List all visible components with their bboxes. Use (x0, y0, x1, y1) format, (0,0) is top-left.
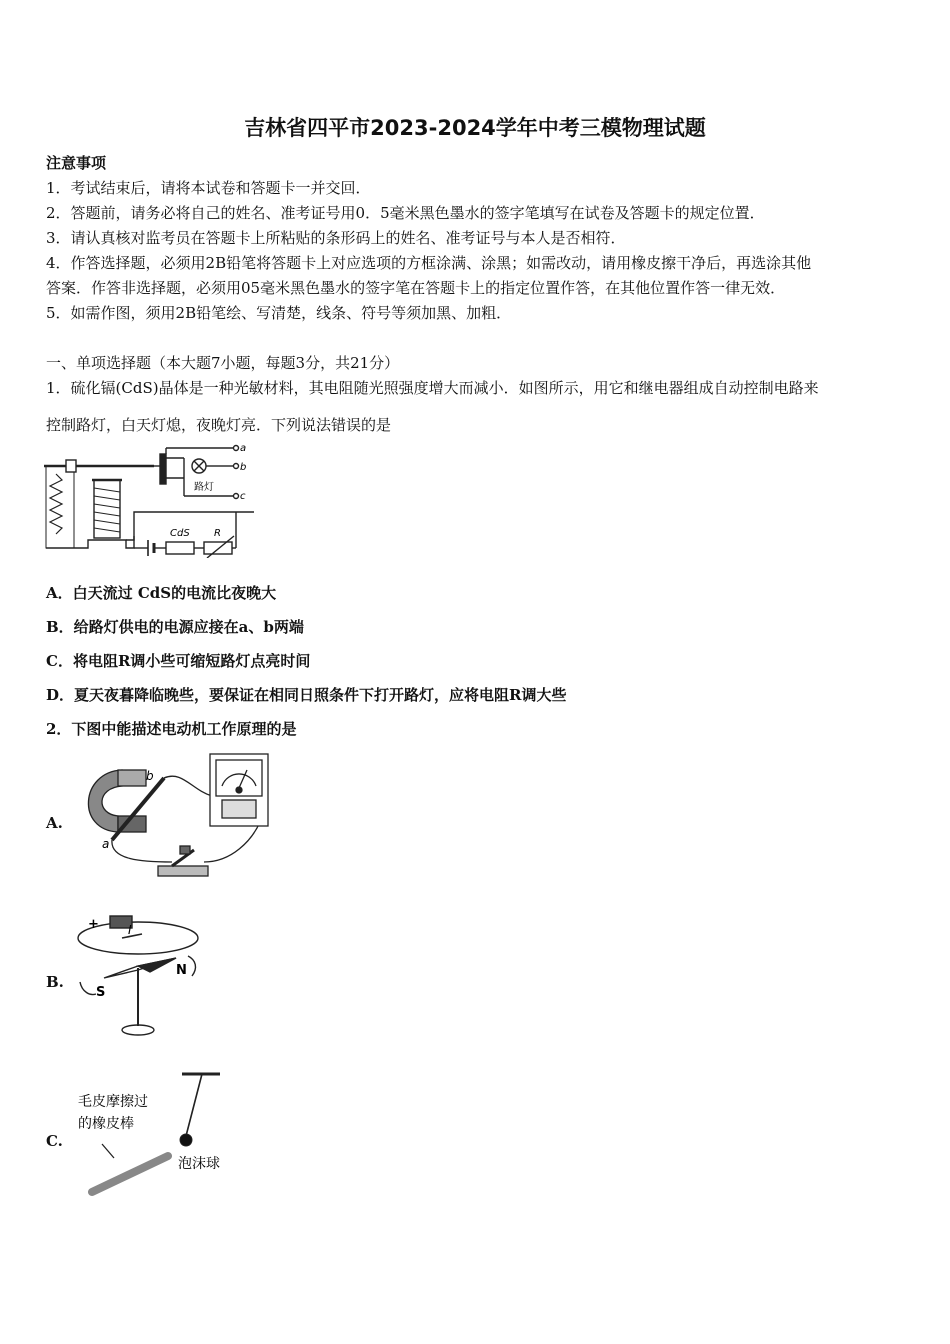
relay-circuit-figure (44, 440, 254, 558)
q2-figa-label-a: a (102, 837, 110, 851)
notice-item-3: 3．请认真核对监考员在答题卡上所粘贴的条形码上的姓名、准考证号与本人是否相符． (46, 229, 626, 247)
q1-fig-label-a: a (240, 443, 247, 454)
notice-heading: 注意事项 (46, 154, 107, 172)
q2-figb-label-n: N (176, 963, 187, 978)
q1-stem-line2: 控制路灯，白天灯熄，夜晚灯亮．下列说法错误的是 (46, 416, 392, 434)
q1-fig-label-lamp: 路灯 (194, 482, 214, 493)
q2-option-c-letter: C. (46, 1132, 63, 1150)
q2-figb-label-s: S (96, 985, 106, 1000)
q2-figa-label-b: b (146, 769, 154, 783)
q2-stem: 2．下图中能描述电动机工作原理的是 (46, 720, 297, 738)
page-title: 吉林省四平市2023-2024学年中考三模物理试题 (244, 116, 706, 140)
q1-fig-label-cds: CdS (170, 528, 190, 539)
notice-item-4-cont: 答案．作答非选择题，必须用05毫米黑色墨水的签字笔在答题卡上的指定位置作答，在其他位置作答一律无效． (46, 279, 786, 297)
q1-fig-label-b: b (240, 462, 247, 473)
notice-item-2: 2．答题前，请务必将自己的姓名、准考证号用0．5毫米黑色墨水的签字笔填写在试卷及答题卡的规定位置． (46, 204, 765, 222)
notice-item-1: 1．考试结束后，请将本试卷和答题卡一并交回． (46, 179, 371, 197)
q2-figb-label-plus: + (88, 917, 99, 932)
q1-option-b: B．给路灯供电的电源应接在a、b两端 (46, 618, 304, 636)
q2-figc-label-rod-2: 的橡皮棒 (78, 1116, 134, 1132)
q1-option-c: C．将电阻R调小些可缩短路灯点亮时间 (46, 652, 311, 670)
q2-figure-c (72, 1066, 236, 1200)
q2-figure-b (72, 904, 202, 1044)
q1-fig-label-c: c (240, 491, 246, 502)
q2-option-b-letter: B. (46, 973, 64, 991)
section-heading: 一、单项选择题（本大题7小题，每题3分，共21分） (46, 354, 400, 372)
q2-figure-a (72, 750, 272, 884)
q1-option-d: D．夏天夜暮降临晚些，要保证在相同日照条件下打开路灯，应将电阻R调大些 (46, 686, 567, 704)
notice-item-4: 4．作答选择题，必须用2B铅笔将答题卡上对应选项的方框涂满、涂黑；如需改动，请用橡皮擦干净后，再选涂其他 (46, 254, 812, 272)
q1-stem-line1: 1．硫化镉(CdS)晶体是一种光敏材料，其电阻随光照强度增大而减小．如图所示，用它和继电器组成自动控制电路来 (46, 379, 819, 397)
q2-figc-label-rod-1: 毛皮摩擦过 (78, 1094, 148, 1110)
q2-figb-label-i: I (128, 923, 132, 937)
q2-option-a-letter: A. (46, 814, 63, 832)
q1-fig-label-r: R (214, 528, 221, 539)
q1-option-a: A．白天流过 CdS的电流比夜晚大 (46, 584, 277, 602)
notice-item-5: 5．如需作图，须用2B铅笔绘、写清楚，线条、符号等须加黑、加粗． (46, 304, 512, 322)
q2-figc-label-ball: 泡沫球 (178, 1156, 220, 1172)
